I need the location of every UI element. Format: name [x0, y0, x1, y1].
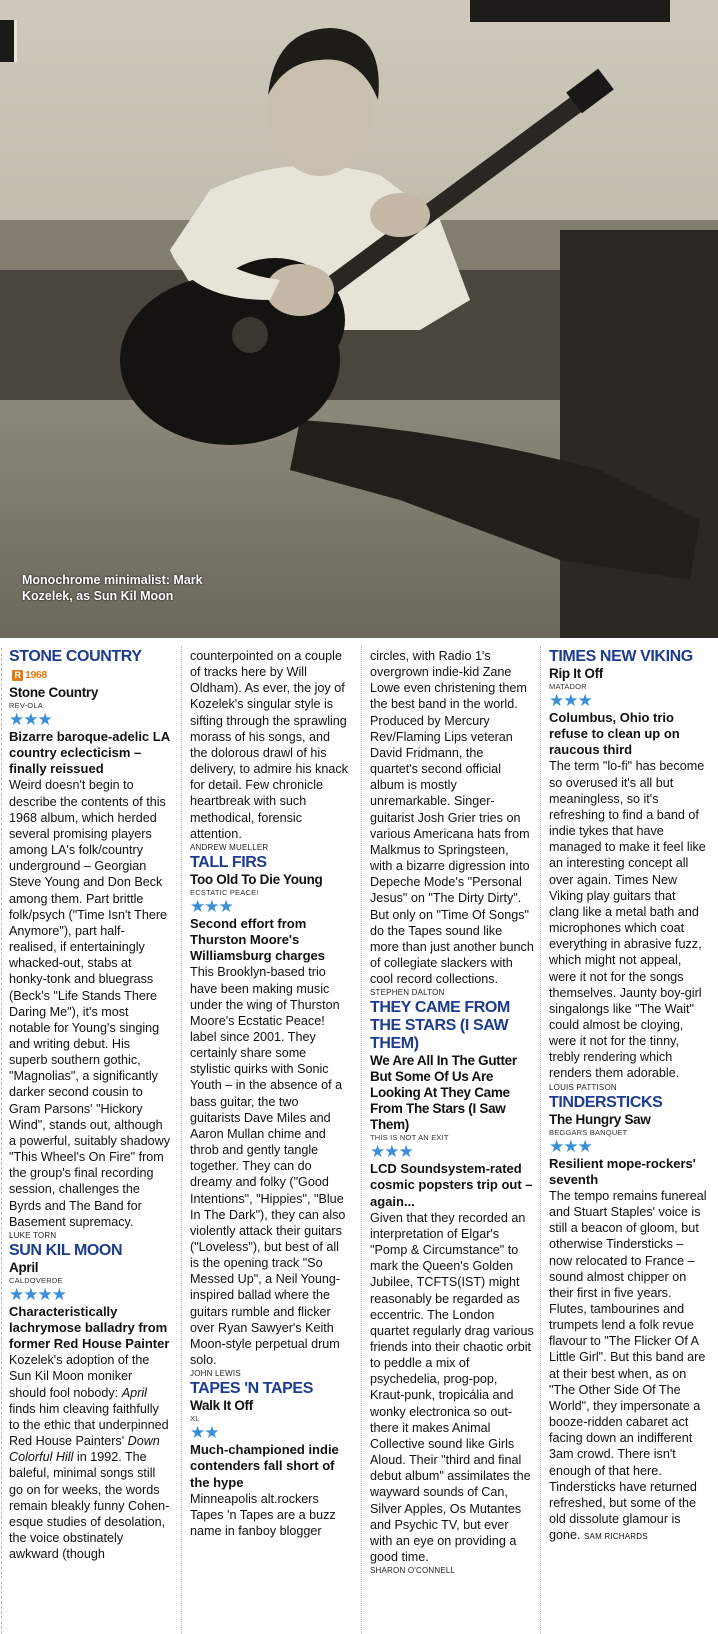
review-album: The Hungry Saw — [549, 1111, 651, 1127]
review-sun-kil-moon — [9, 1242, 171, 1563]
column-1 — [9, 648, 171, 1562]
review-artist: SUN KIL MOON — [9, 1241, 123, 1259]
review-artist: TINDERSTICKS — [549, 1093, 663, 1111]
review-tapes-n-tapes-continued — [370, 648, 534, 999]
review-headline: Much-championed indie contenders fall short of the hype — [190, 1442, 339, 1490]
review-body: The term "lo-fi" has become so overused it's all but meaningless, so it's refreshing to find a band of indie tykes that have managed to make it feel like an interesting concept all over again. Times New Viking play guitars that clang like a metal bath and microphones which coat everything in abrasive fuzz, which might not appeal, were it not for the songs themselves. Jaunty boy-girl singalongs like "The Wait" could almost be cloying, were it not for the tinny, trebly rendering which renders them adorable. — [549, 759, 706, 1081]
photo-illustration — [0, 0, 718, 638]
review-album: Stone Country — [9, 685, 99, 700]
review-body: This Brooklyn-based trio have been making music under the wing of Thurston Moore's Ecstatic Peace! label since 2001. They certainly share some stylistic quirks with Sonic Youth – in the absence of a bass guitar, the two guitarists Dave Miles and Aaron Mullan chime and throb and gently tangle together. They can do dreamy and folky ("Good Intentions", "Hippies", "Blue In The Dark"), they can also violently attack their guitars ("Loveless"), but best of all is the opening track "So Messed Up", a Neil Young-inspired ballad where the guitars rumble and flicker over Ryan Sawyer's Keith Moon-style perpetual drum solo. — [190, 965, 346, 1368]
star-rating-icon: ★★★ — [9, 710, 52, 729]
review-sun-kil-moon-continued — [190, 648, 350, 854]
review-byline: SHARON O'CONNELL — [370, 1566, 456, 1576]
review-headline: Bizarre baroque-adelic LA country eclecticism – finally reissued — [9, 729, 170, 777]
reviews-columns — [0, 648, 718, 1634]
review-headline: LCD Soundsystem-rated cosmic popsters trip out – again... — [370, 1161, 533, 1209]
star-rating-icon: ★★ — [190, 1423, 219, 1443]
star-rating-icon: ★★★ — [370, 1142, 413, 1162]
review-byline: LOUIS PATTISON — [549, 1082, 617, 1092]
review-byline: STEPHEN DALTON — [370, 988, 445, 998]
review-artist: TIMES NEW VIKING — [549, 648, 693, 665]
review-headline: Characteristically lachrymose balladry from former Red House Painter — [9, 1303, 170, 1352]
review-headline: Columbus, Ohio trio refuse to clean up on raucous third — [549, 710, 680, 758]
review-tindersticks — [549, 1094, 709, 1546]
review-tapes-n-tapes — [190, 1380, 350, 1539]
review-byline: LUKE TORN — [9, 1230, 57, 1240]
column-4 — [549, 648, 709, 1545]
review-headline: Resilient mope-rockers' seventh — [549, 1155, 696, 1187]
review-album: April — [9, 1259, 39, 1275]
review-body-continued: counterpointed on a couple of tracks here by Will Oldham). As ever, the joy of Kozelek's singular style is sifting through the sprawling morass of his songs, and the dolorous drawl of his delivery, to admire his knack for detail. Few chronicle heartbreak with such methodical, forensic attention. — [190, 649, 348, 841]
review-body: The tempo remains funereal and Stuart Staples' voice is still a beacon of gloom, but otherwise Tindersticks – now relocated to France – sound almost chipper on their first in five years. Flutes, tambourines and trumpets lend a folk revue flavour to "The Flicker Of A Little Girl". But this band are at their best when, as on "The Other Side Of The World", they impersonate a booze-ridden cabaret act facing down an indifferent 3am crowd. There isn't enough of that here. Tindersticks have returned refreshed, but some of the old dissolute glamour is gone. SAM RICHARDS — [549, 1188, 707, 1543]
review-artist: STONE COUNTRYR 1968 — [9, 648, 171, 685]
review-artist: TAPES 'N TAPES — [190, 1380, 313, 1398]
review-artist: THEY CAME FROM THE STARS (I SAW THEM) — [370, 999, 510, 1053]
review-album: Rip It Off — [549, 666, 603, 681]
review-they-came-from-the-stars — [370, 999, 534, 1577]
review-body: Minneapolis alt.rockers Tapes 'n Tapes are a buzz name in fanboy blogger — [190, 1491, 336, 1539]
review-label: BEGGARS BANQUET — [549, 1127, 628, 1137]
review-album: Too Old To Die Young — [190, 871, 323, 887]
review-album: Walk It Off — [190, 1398, 253, 1414]
review-byline: SAM RICHARDS — [584, 1532, 648, 1542]
review-label: THIS IS NOT AN EXIT — [370, 1133, 449, 1143]
column-2 — [190, 648, 350, 1539]
review-artist: TALL FIRS — [190, 853, 267, 871]
review-body-continued: circles, with Radio 1's overgrown indie-kid Zane Lowe even christening them the best band in the world. Produced by Mercury Rev/Flaming Lips veteran David Fridmann, the quartet's second official album is mostly unremarkable. Singer-guitarist Josh Grier tries on various Americana hats from Malkmus to Springsteen, with a bizarre digression into Depeche Mode's "Personal Jesus" on "The Dirty Dirty". But only on "Time Of Songs" do the Tapes sound like more than just another bunch of collegiate slackers with cool record collections. — [370, 649, 534, 987]
review-body: Kozelek's adoption of the Sun Kil Moon moniker should fool nobody: April finds him cleaving faithfully to the ethic that underpinned Red House Painters' Down Colorful Hill in 1992. The baleful, minimal songs still go on for weeks, the words remain bleakly funny Cohen-esque studies of desolation, the voice obstinately awkward (though — [9, 1353, 170, 1562]
review-tall-firs — [190, 854, 350, 1380]
review-stone-country — [9, 648, 171, 1242]
review-label: CALDOVERDE — [9, 1275, 63, 1285]
review-label: ECSTATIC PEACE! — [190, 887, 259, 897]
reissue-year-tag: R 1968 — [12, 666, 47, 684]
review-album: We Are All In The Gutter But Some Of Us Are Looking At They Came From The Stars (I Saw Them) — [370, 1053, 517, 1133]
hero-photo — [0, 0, 718, 638]
review-byline: ANDREW MUELLER — [190, 842, 269, 852]
review-label: REV-OLA — [9, 701, 43, 710]
review-byline: JOHN LEWIS — [190, 1369, 241, 1379]
star-rating-icon: ★★★★ — [9, 1284, 66, 1304]
review-label: XL — [190, 1414, 200, 1424]
star-rating-icon: ★★★ — [190, 896, 233, 916]
photo-caption: Monochrome minimalist: Mark Kozelek, as Sun Kil Moon — [22, 573, 203, 603]
column-3 — [370, 648, 534, 1577]
reissue-icon: R — [12, 670, 23, 681]
star-rating-icon: ★★★ — [549, 1136, 592, 1156]
review-headline: Second effort from Thurston Moore's Williamsburg charges — [190, 915, 325, 964]
review-label: MATADOR — [549, 682, 587, 691]
section-edge-tab — [0, 20, 17, 62]
review-times-new-viking — [549, 648, 709, 1094]
review-body: Weird doesn't begin to describe the contents of this 1968 album, which herded several promising players among LA's folk/country underground – Georgian Steve Young and Don Beck among them. Part brittle folk/psych ("Time Isn't There Anymore"), part half-realised, if entertainingly whacked-out, stabs at honky-tonk and bluegrass (Beck's "Life Stands There Daring Me"), it's most notable for Young's singing and writing debut. His superb southern gothic, "Magnolias", a significantly darker second cousin to Gram Parsons' "Hickory Wind", stands out, although a powerful, suitably shadowy "This Wheel's On Fire" from the group's final recording session, challenges the Byrds and The Band for Basement supremacy. — [9, 778, 171, 1229]
review-body: Given that they recorded an interpretation of Elgar's "Pomp & Circumstance" to mark the Queen's Golden Jubilee, TCFTS(IST) might reasonably be regarded as eccentric. The London quartet regularly drag various friends into their chaotic orbit to peddle a mix of psychedelia, prog-pop, Kraut-punk, tropicália and wonky electronica so out-there it makes Animal Collective sound like Girls Aloud. Their "third and final debut album" assimilates the wayward sounds of Can, Silver Apples, Os Mutantes and Psychic TV, but ever with an eye on providing a good time. — [370, 1210, 534, 1565]
star-rating-icon: ★★★ — [549, 691, 592, 710]
